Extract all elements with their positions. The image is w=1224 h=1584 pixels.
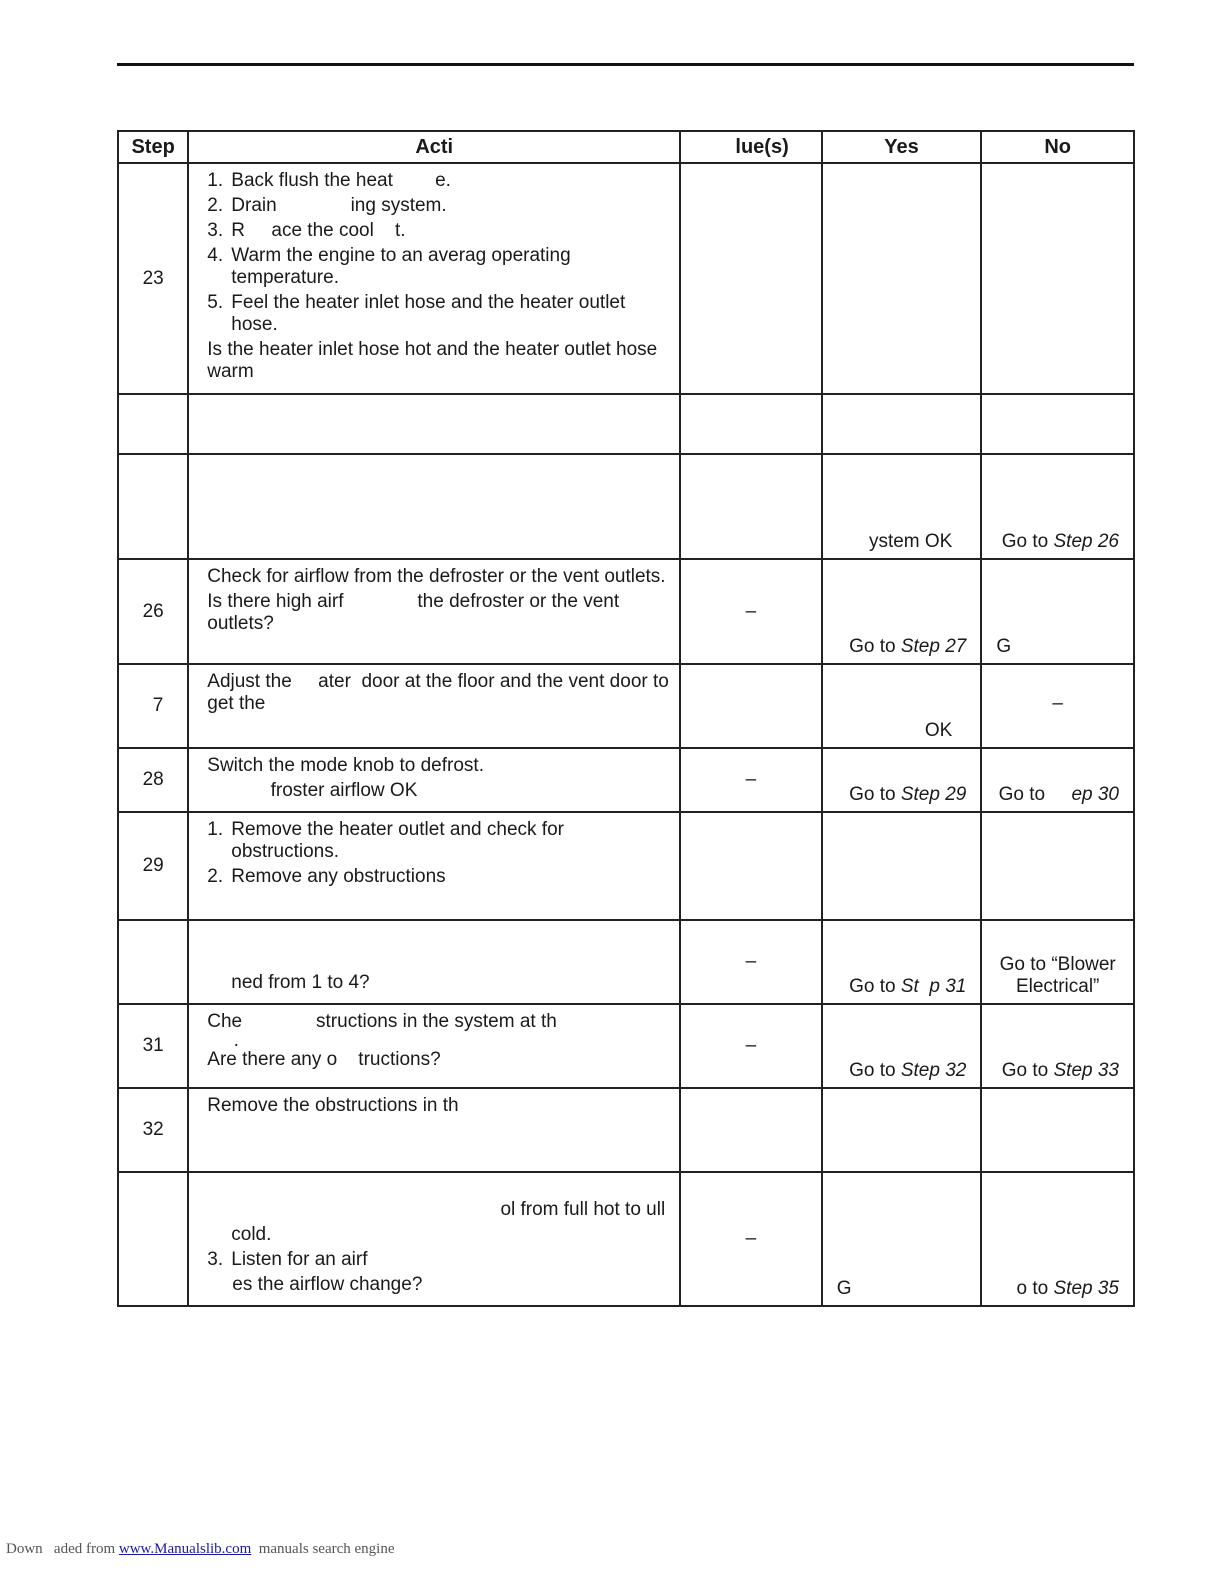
table-row-step-31 — [118, 1004, 1134, 1088]
yes-cell: Go to St p 31 — [822, 920, 982, 1004]
action-cell: Che structions in the system at th . Are there any o tructions? — [188, 1004, 680, 1088]
step-number: 31 — [118, 1004, 188, 1088]
value-cell: – — [680, 1172, 822, 1306]
action-item: Remove any obstructions — [231, 866, 446, 887]
step-number: 26 — [118, 559, 188, 664]
table-row-step-26 — [118, 559, 1134, 664]
step-number — [118, 454, 188, 559]
value-cell — [680, 454, 822, 559]
diagnostic-table — [117, 130, 1135, 1307]
download-footer: Down aded from www.Manualslib.com manuals search engine — [6, 1541, 395, 1557]
step-number — [118, 1172, 188, 1306]
value-cell: – — [680, 748, 822, 812]
header-action: Acti — [188, 131, 680, 163]
step-number: 32 — [118, 1088, 188, 1172]
table-row-step-29 — [118, 812, 1134, 920]
value-cell — [680, 664, 822, 748]
action-cell: 1. Remove the heater outlet and check for obstructions. 2. Remove any obstructions — [188, 812, 680, 920]
value-cell: – — [680, 1004, 822, 1088]
table-row-step-32 — [118, 1088, 1134, 1172]
no-cell: Go to Step 26 — [981, 454, 1134, 559]
action-question: Is the heater inlet hose hot and the heater outlet hose warm — [207, 339, 658, 382]
yes-cell: Go to Step 32 — [822, 1004, 982, 1088]
action-item: Warm the engine to an averag operating temperature. — [231, 245, 571, 288]
table-row-step-27 — [118, 664, 1134, 748]
table-row-step-25 — [118, 454, 1134, 559]
value-cell — [680, 394, 822, 454]
action-cell: ned from 1 to 4? — [188, 920, 680, 1004]
action-item: Drain ing system. — [231, 195, 447, 216]
action-item: Feel the heater inlet hose and the heater outlet hose. — [231, 292, 626, 335]
header-step: Step — [118, 131, 188, 163]
table-row-step-28 — [118, 748, 1134, 812]
action-cell — [188, 394, 680, 454]
action-item: R ace the cool t. — [231, 220, 406, 241]
value-cell — [680, 163, 822, 394]
no-cell: Go to “Blower Electrical” — [981, 920, 1134, 1004]
no-cell: o to Step 35 — [981, 1172, 1134, 1306]
yes-cell — [822, 1088, 982, 1172]
yes-cell: OK — [822, 664, 982, 748]
action-item: Back flush the heat e. — [231, 170, 451, 191]
header-yes: Yes — [822, 131, 982, 163]
action-cell: Remove the obstructions in th — [188, 1088, 680, 1172]
header-no: No — [981, 131, 1134, 163]
no-cell: – — [981, 664, 1134, 748]
yes-cell — [822, 812, 982, 920]
yes-cell: Go to Step 27 — [822, 559, 982, 664]
value-cell — [680, 812, 822, 920]
action-cell: ol from full hot to ull cold. 3. Listen for an airf es the airflow change? — [188, 1172, 680, 1306]
value-cell: – — [680, 920, 822, 1004]
table-row-step-33 — [118, 1172, 1134, 1306]
action-cell: Switch the mode knob to defrost. froster airflow OK — [188, 748, 680, 812]
yes-cell: Go to Step 29 — [822, 748, 982, 812]
step-number — [118, 920, 188, 1004]
yes-cell — [822, 394, 982, 454]
header-values: lue(s) — [680, 131, 822, 163]
table-row-step-30 — [118, 920, 1134, 1004]
yes-cell: G — [822, 1172, 982, 1306]
table-row-step-23 — [118, 163, 1134, 394]
step-number: 7 — [118, 664, 188, 748]
action-cell: Check for airflow from the defroster or the vent outlets. Is there high airf the defroster or the vent outlets? — [188, 559, 680, 664]
no-cell — [981, 394, 1134, 454]
action-cell: 1. Back flush the heat e. 2. Drain ing system. 3. R ace the cool t. 4. Warm the engine to an averag operating temperature. 5. Feel the heater inlet hose and the heater outlet hose. Is the heater inlet hose hot and the heater outlet hose warm — [188, 163, 680, 394]
yes-cell — [822, 163, 982, 394]
step-number: 29 — [118, 812, 188, 920]
value-cell — [680, 1088, 822, 1172]
manualslib-link[interactable]: www.Manualslib.com — [118, 1541, 252, 1557]
step-number: 23 — [118, 163, 188, 394]
table-row-step-24 — [118, 394, 1134, 454]
no-cell: G — [981, 559, 1134, 664]
no-cell: Go to Step 33 — [981, 1004, 1134, 1088]
action-item: Remove the heater outlet and check for obstructions. — [231, 819, 564, 862]
step-number — [118, 394, 188, 454]
no-cell — [981, 812, 1134, 920]
value-cell: – — [680, 559, 822, 664]
yes-cell: ystem OK — [822, 454, 982, 559]
no-cell: Go to ep 30 — [981, 748, 1134, 812]
action-cell: Adjust the ater door at the floor and the vent door to get the — [188, 664, 680, 748]
no-cell — [981, 1088, 1134, 1172]
table-header-row — [118, 131, 1134, 163]
header-rule — [117, 63, 1134, 66]
step-number: 28 — [118, 748, 188, 812]
no-cell — [981, 163, 1134, 394]
action-cell — [188, 454, 680, 559]
